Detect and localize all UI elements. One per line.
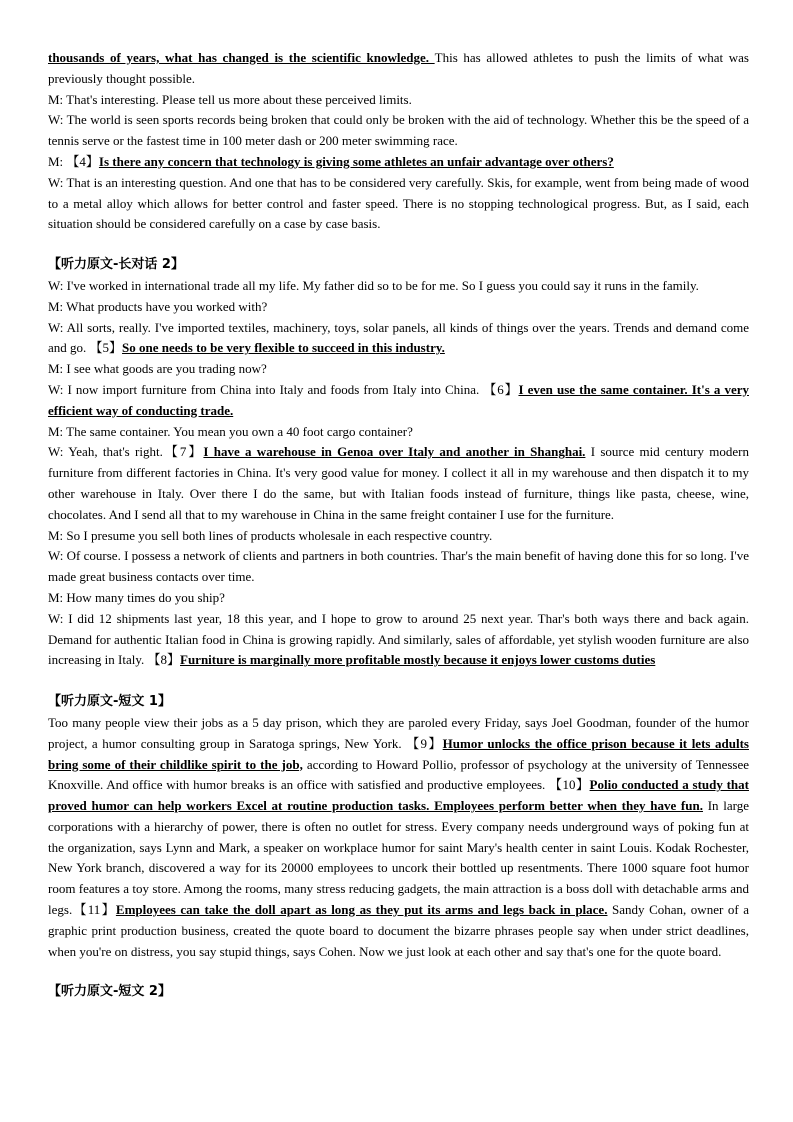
paragraph: W: Of course. I possess a network of clients and partners in both countries. Thar's the main benefit of having done this for so long. I've made great business contacts over time.: [48, 548, 749, 585]
paragraph: W: I did 12 shipments last year, 18 this year, and I hope to grow to around 25 next year. Thar's both ways there and back again. Demand for authentic Italian food in China is growing rapidly. And similarly, sales of affordable, yet stylish wooden furniture are also increasing in Italy. 【8】Furniture is marginally more profitable mostly because it enjoys lower customs duties: [48, 610, 749, 668]
paragraph: W: That is an interesting question. And one that has to be considered very carefully. Skis, for example, went from being made of wood to a metal alloy which allows for better control and faster speed. There is no stopping technological progress. But, as I said, each situation should be considered carefully on a case by case basis.: [48, 174, 749, 232]
paragraph: M: 【4】Is there any concern that technology is giving some athletes an unfair advantage over others?: [48, 153, 614, 169]
paragraph: W: The world is seen sports records being broken that could only be broken with the aid of technology. Whether this be the speed of a tennis serve or the fastest time in 100 meter dash or 200 meter swimming race.: [48, 112, 749, 149]
answer-text: So one needs to be very flexible to succeed in this industry.: [122, 340, 445, 356]
answer-text: thousands of years, what has changed is the scientific knowledge.: [48, 50, 435, 65]
paragraph: thousands of years, what has changed is the scientific knowledge. This has allowed athletes to push the limits of what was previously thought possible.: [48, 50, 749, 86]
answer-text: Employees can take the doll apart as long as they put its arms and legs back in place.: [115, 902, 608, 918]
paragraph: M: How many times do you ship?: [48, 589, 225, 605]
paragraph: W: I now import furniture from China into Italy and foods from Italy into China. 【6】I even use the same container. It's a very efficient way of conducting trade.: [48, 381, 749, 418]
answer-text: I even use the same container. It's a very efficient way of conducting trade.: [48, 381, 749, 418]
answer-text: Furniture is marginally more profitable mostly because it enjoys lower customs duties: [180, 652, 656, 668]
paragraph: M: I see what goods are you trading now?: [48, 361, 267, 377]
paragraph: W: Yeah, that's right.【7】I have a warehouse in Genoa over Italy and another in Shanghai. I source mid century modern furniture from different factories in China. It's very good value for money. I collect it all in my warehouse and then dispatch it to my other warehouse in Italy. Over there I do the same, but with Italian foods instead of furniture, things like pasta, cheese, wine, chocolates. And I send all that to my warehouse in China in the same freight container I use for the furniture.: [48, 444, 749, 522]
paragraph: M: What products have you worked with?: [48, 298, 268, 314]
answer-text: Humor unlocks the office prison because it lets adults bring some of their childlike spirit to the job,: [48, 735, 749, 772]
section-heading: 【听力原文-短文 1】: [48, 694, 171, 710]
paragraph: Too many people view their jobs as a 5 day prison, which they are paroled every Friday, says Joel Goodman, founder of the humor project, a humor consulting group in Saratoga springs, New York. 【9】Humor unlocks the office prison because it lets adults bring some of their childlike spirit to the job, according to Howard Pollio, professor of psychology at the university of Tennessee Knoxville. And office with humor breaks is an office with satisfied and productive employees. 【10】Polio conducted a study that proved humor can help workers Excel at routine production tasks. Employees perform better when they have fun. In large corporations with a hierarchy of power, there is often no outlet for stress. Every company needs underground ways of poking fun at the organization, says Lynn and Mark, a speaker on workplace humor for saint Mary's health center in saint Louis. Kodak Rochester, New York branch, discovered a way for its 20000 employees to uncork their bottled up resentments. There 1000 square foot humor room features a toy store. Among the rooms, many stress reducing gadgets, the main attraction is a boss doll with detachable arms and legs.【11】Employees can take the doll apart as long as they put its arms and legs back in place. Sandy Cohan, owner of a graphic print production business, created the quote board to document the bizarre phrases people say when under strict deadlines, when you're on distress, you say stupid things, says Cohen. Now we just look at each other and say that's one for the quote board.: [48, 714, 749, 959]
answer-text: Is there any concern that technology is giving some athletes an unfair advantage over others?: [98, 153, 614, 169]
answer-text: Polio conducted a study that proved humor can help workers Excel at routine production tasks. Employees perform better when they have fun.: [48, 777, 749, 814]
paragraph: M: That's interesting. Please tell us more about these perceived limits.: [48, 91, 412, 107]
section-heading: 【听力原文-短文 2】: [48, 984, 171, 1000]
paragraph: M: The same container. You mean you own a 40 foot cargo container?: [48, 423, 413, 439]
paragraph: M: So I presume you sell both lines of products wholesale in each respective country.: [48, 527, 493, 543]
paragraph: W: All sorts, really. I've imported textiles, machinery, toys, solar panels, all kinds of things over the years. Trends and demand come and go. 【5】So one needs to be very flexible to succeed in this industry.: [48, 319, 749, 356]
paragraph: W: I've worked in international trade all my life. My father did so to be for me. So I guess you could say it runs in the family.: [48, 277, 699, 293]
answer-text: I have a warehouse in Genoa over Italy and another in Shanghai.: [203, 444, 586, 460]
section-heading: 【听力原文-长对话 2】: [48, 257, 184, 273]
